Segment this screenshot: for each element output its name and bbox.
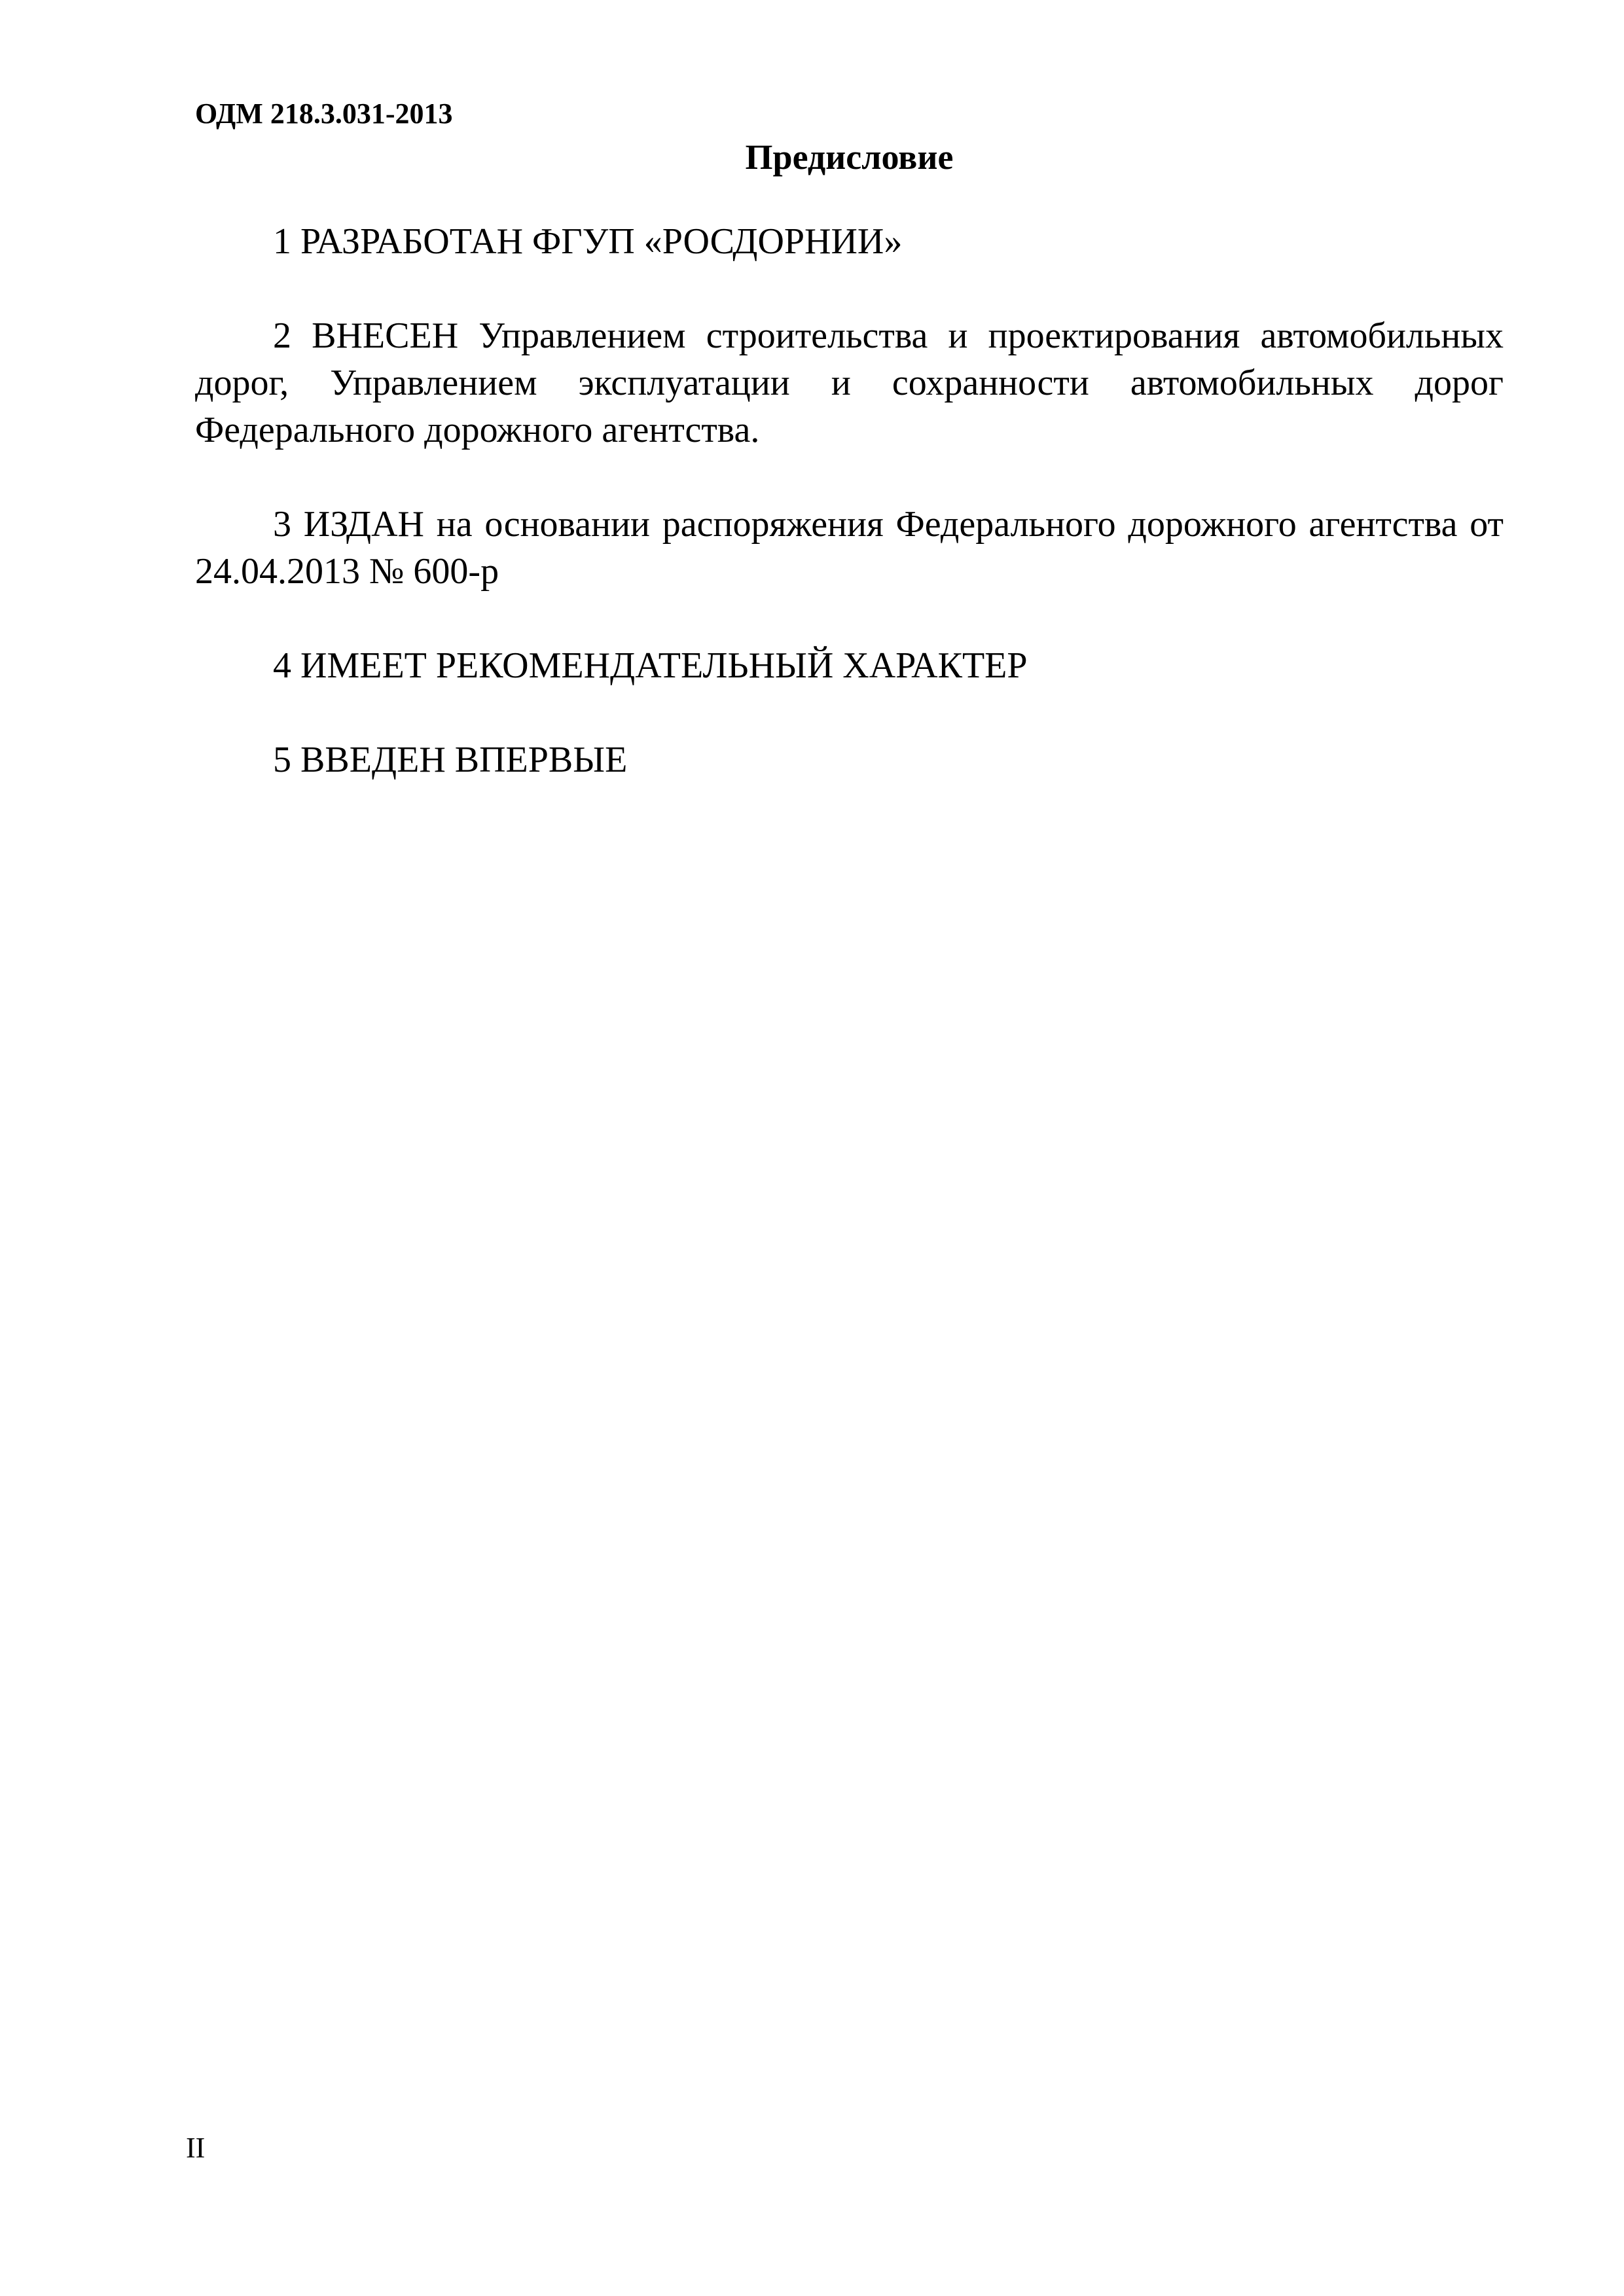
paragraph-submitted-by: 2 ВНЕСЕН Управлением строительства и проектирования автомобильных дорог, Управлением эксплуатации и сохранности автомобильных дорог Федерального дорожного агентства.	[195, 315, 1504, 450]
paragraph-introduced-first: 5 ВВЕДЕН ВПЕРВЫЕ	[273, 740, 628, 780]
foreword-body	[195, 218, 1504, 831]
paragraph-issued-by: 3 ИЗДАН на основании распоряжения Федерального дорожного агентства от 24.04.2013 № 600-р	[195, 504, 1504, 592]
section-title: Предисловие	[745, 137, 954, 177]
page-number: II	[186, 2132, 206, 2164]
document-code: ОДМ 218.3.031-2013	[195, 98, 453, 130]
paragraph-recommendatory: 4 ИМЕЕТ РЕКОМЕНДАТЕЛЬНЫЙ ХАРАКТЕР	[273, 645, 1028, 686]
paragraph-developed-by: 1 РАЗРАБОТАН ФГУП «РОСДОРНИИ»	[273, 221, 903, 262]
